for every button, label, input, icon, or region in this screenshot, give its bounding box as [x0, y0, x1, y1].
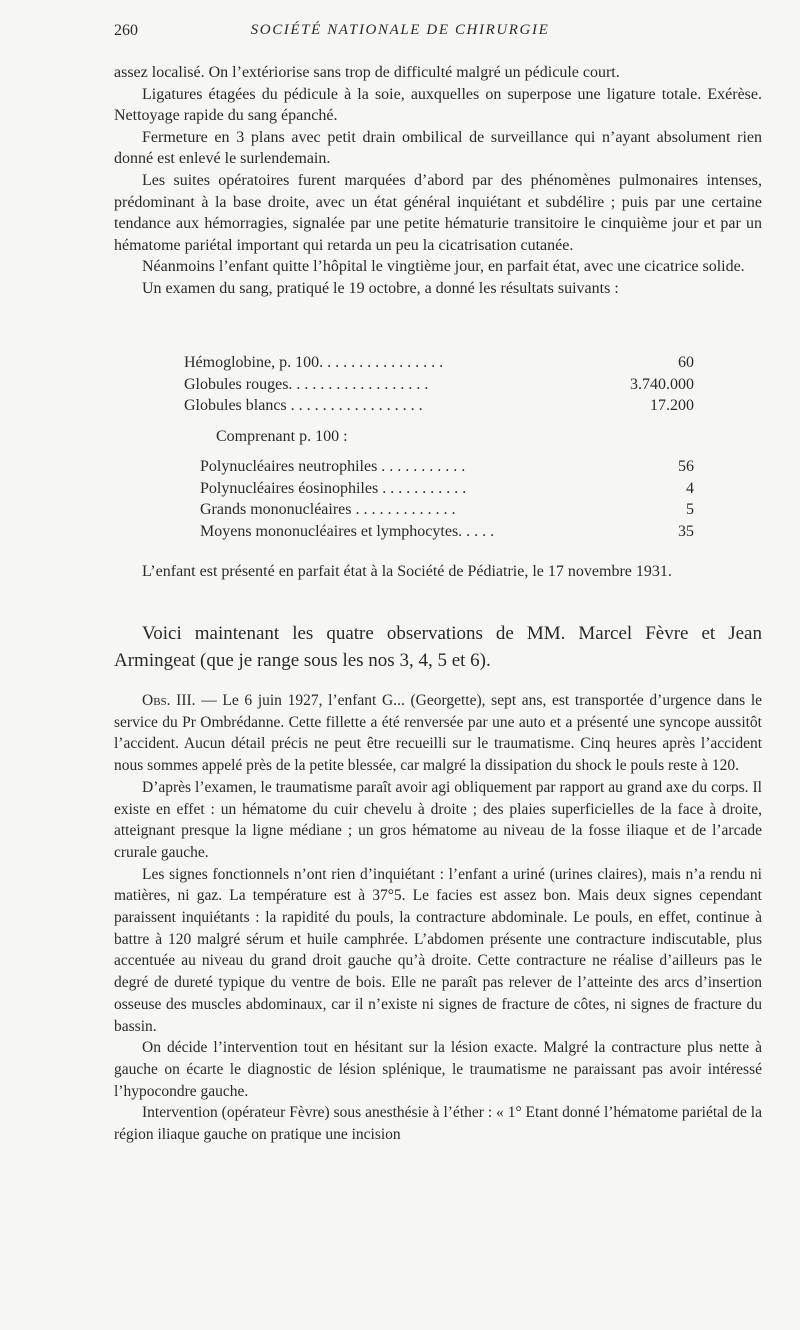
leukocyte-table: [200, 456, 694, 542]
row-value: 3.740.000: [630, 375, 694, 393]
page-number: 260: [114, 22, 138, 39]
row-value: 4: [686, 479, 694, 497]
row-label: Moyens mononucléaires et lymphocytes. . . . .: [200, 522, 495, 540]
observation-text: — Le 6 juin 1927, l’enfant G... (Georgette), sept ans, est transportée d’urgence dans le service du Pr Ombrédanne. Cette fillette a été renversée par une auto et a présenté une syncope aussitôt l’accident. Aucun détail précis ne peut être recueilli sur le traumatisme. Cinq heures après l’accident nous sommes appelé près de la petite blessée, car malgré la dissipation du shock le pouls reste à 120.: [114, 692, 763, 775]
blood-results-table: [184, 352, 694, 417]
paragraph: Ligatures étagées du pédicule à la soie, auxquelles on superpose une ligature totale. Exérèse. Nettoyage rapide du sang épanché.: [114, 85, 762, 125]
row-value: 60: [678, 354, 694, 371]
paragraph: Les suites opératoires furent marquées d’abord par des phénomènes pulmonaires intenses, prédominant à la base droite, avec un état général inquiétant et subdélire ; puis par une certaine tendance aux hémorragies, signalée par une petite hématurie transitoire le cinquième jour et par un hématome pariétal important qui retarda un peu la cicatrisation cutanée.: [114, 171, 762, 254]
paragraph: Néanmoins l’enfant quitte l’hôpital le vingtième jour, en parfait état, avec une cicatrice solide.: [142, 258, 745, 276]
table-row: [184, 374, 694, 396]
row-value: 56: [678, 458, 694, 475]
table-subheading: Comprenant p. 100 :: [216, 428, 348, 445]
paragraph: Intervention (opérateur Fèvre) sous anesthésie à l’éther : « 1° Etant donné l’hématome pariétal de la région iliaque gauche on pratique une incision: [114, 1104, 762, 1144]
table-row: [200, 478, 694, 500]
page-header: [0, 22, 800, 44]
table-row: [184, 395, 694, 417]
observation-label: Obs. III.: [142, 692, 196, 709]
body-text-top: [114, 62, 762, 300]
paragraph: L’enfant est présenté en parfait état à la Société de Pédiatrie, le 17 novembre 1931.: [142, 563, 672, 580]
paragraph: On décide l’intervention tout en hésitant sur la lésion exacte. Malgré la contracture plus nette à gauche on écarte le diagnostic de lésion splénique, le traumatisme ne paraissant pas avoir intéressé l’hypocondre gauche.: [114, 1039, 762, 1100]
table-row: [200, 521, 694, 543]
row-label: Globules rouges. . . . . . . . . . . . . . . . . .: [184, 375, 429, 393]
row-label: Grands mononucléaires . . . . . . . . . . . . .: [200, 501, 456, 518]
observation-section: [114, 690, 762, 1146]
body-text-after-table: [114, 561, 762, 583]
paragraph: assez localisé. On l’extériorise sans trop de difficulté malgré un pédicule court.: [114, 64, 620, 81]
table-row: [184, 352, 694, 374]
row-value: 17.200: [650, 397, 694, 414]
paragraph: Fermeture en 3 plans avec petit drain ombilical de surveillance qui n’ayant absolument rien donné est enlevé le surlendemain.: [114, 128, 762, 168]
row-label: Hémoglobine, p. 100. . . . . . . . . . . . . . . .: [184, 354, 444, 371]
row-value: 5: [686, 501, 694, 518]
row-label: Polynucléaires neutrophiles . . . . . . . . . . .: [200, 458, 466, 475]
paragraph: Un examen du sang, pratiqué le 19 octobre, a donné les résultats suivants :: [142, 279, 619, 297]
running-title: SOCIÉTÉ NATIONALE DE CHIRURGIE: [250, 22, 550, 38]
row-label: Polynucléaires éosinophiles . . . . . . . . . . .: [200, 479, 467, 497]
row-value: 35: [678, 522, 694, 540]
paragraph: D’après l’examen, le traumatisme paraît avoir agi obliquement par rapport au grand axe du corps. Il existe en effet : un hématome du cuir chevelu à droite ; des plaies superficielles de la face à droite, atteignant presque la ligne médiane ; un gros hématome au niveau de la fosse iliaque et de l’arcade crurale gauche.: [114, 778, 762, 861]
paragraph: Les signes fonctionnels n’ont rien d’inquiétant : l’enfant a uriné (urines claires), mais n’a rendu ni matières, ni gaz. La température est à 37°5. Le facies est assez bon. Mais deux signes cependant paraissent inquiétants : la rapidité du pouls, la contracture abdominale. Le pouls, en effet, continue à battre à 120 malgré sérum et huile camphrée. L’abdomen présente une contracture indiscutable, plus accentuée au niveau du grand droit gauche qu’à droite. Cette contracture ne réalise d’ailleurs pas le degré de dureté typique du ventre de bois. Elle ne paraît pas relever de l’atteinte des arcs d’insertion osseuse des muscles abdominaux, car il n’existe ni signes de fracture de côtes, ni signes de fracture du bassin.: [114, 865, 762, 1035]
observation-paragraph: [114, 690, 762, 777]
table-row: [200, 456, 694, 478]
body-text-large: [114, 620, 762, 674]
intro-paragraph: Voici maintenant les quatre observations de MM. Marcel Fèvre et Jean Armingeat (que je range sous les nos 3, 4, 5 et 6).: [114, 623, 762, 671]
row-label: Globules blancs . . . . . . . . . . . . . . . . .: [184, 397, 423, 414]
table-row: [200, 499, 694, 521]
